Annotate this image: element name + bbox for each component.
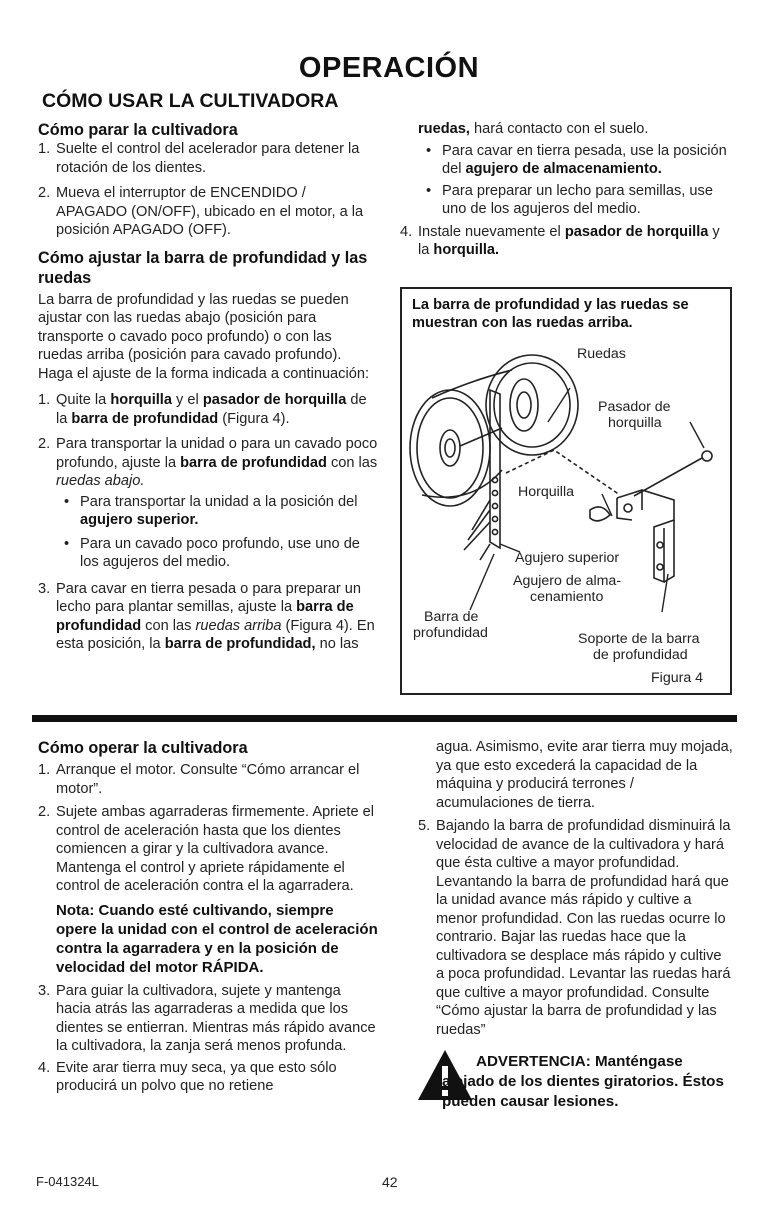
label-pasador: Pasador de	[598, 399, 671, 415]
label-soporte: Soporte de la barra	[578, 631, 700, 647]
list-item: 1. Quite la horquilla y el pasador de horquilla de la barra de profundidad (Figura 4).	[38, 392, 367, 427]
doc-code: F-041324L	[36, 1174, 99, 1189]
label-ruedas: Ruedas	[577, 346, 626, 362]
page-title: OPERACIÓN	[298, 52, 480, 84]
figure-title: La barra de profundidad y las ruedas se muestran con las ruedas arriba.	[412, 297, 689, 331]
left-column-top	[38, 120, 378, 654]
bullet-item: • Para un cavado poco profundo, use uno de los agujeros del medio.	[64, 535, 360, 570]
operate-heading: Cómo operar la cultivadora	[38, 739, 248, 757]
operate-note: Nota: Cuando esté cultivando, siempre opere la unidad con el control de aceleración contra la agarradera y en la posición de velocidad del motor RÁPIDA.	[56, 901, 378, 976]
label-agujero-almacenamiento-2: cenamiento	[530, 589, 604, 605]
figure-caption: Figura 4	[651, 670, 704, 686]
bullet-item: • Para cavar en tierra pesada, use la posición del agujero de almacenamiento.	[426, 142, 727, 177]
label-agujero-superior: Agujero superior	[515, 550, 620, 566]
label-horquilla: Horquilla	[518, 484, 574, 500]
label-barra: Barra de	[424, 609, 479, 625]
list-item: 3. Para cavar en tierra pesada o para preparar un lecho para plantar semillas, ajuste la barra de profundidad con las ruedas arriba (Figura 4). En esta posición, la barra de profundidad, no las	[38, 580, 375, 652]
label-soporte-2: de profundidad	[593, 647, 688, 663]
left-column-bottom	[38, 738, 378, 1096]
clevis-pin	[634, 458, 702, 496]
label-pasador-2: horquilla	[608, 415, 662, 431]
list-item: 4. Evite arar tierra muy seca, ya que esto sólo producirá un polvo que no retiene	[38, 1059, 337, 1094]
section-divider	[32, 715, 737, 722]
section-title: CÓMO USAR LA CULTIVADORA	[42, 90, 339, 112]
right-column-top	[400, 120, 735, 260]
right-column-bottom	[418, 738, 733, 1039]
list-item: 5. Bajando la barra de profundidad disminuirá la velocidad de avance de la cultivadora y hará que ésta cultive a mayor profundidad. Levantando la barra de profundidad hará que la unidad avance más rápido y cultive a menor profundidad. Con las ruedas ocurre lo contrario. Bajar las ruedas hace que la cultivadora se desplace más rápido y cultive a poca profundidad. Levantar las ruedas hará que cultive a mayor profundidad. Consulte “Cómo ajustar la barra de profundidad y las ruedas”	[418, 818, 731, 1038]
list-item: 4. Instale nuevamente el pasador de horquilla y la horquilla.	[400, 223, 720, 258]
stop-heading: Cómo parar la cultivadora	[38, 121, 238, 139]
list-item: 2. Mueva el interruptor de ENCENDIDO / APAGADO (ON/OFF), ubicado en el motor, a la posición APAGADO (OFF).	[38, 185, 364, 238]
hairpin	[590, 507, 610, 521]
adjust-intro: La barra de profundidad y las ruedas se pueden ajustar con las ruedas abajo (posición para transporte o cavado poco profundo) o con las ruedas arriba (posición para cavado profundo). Haga el ajuste de la forma indicada a continuación:	[38, 291, 370, 382]
label-barra-2: profundidad	[413, 625, 488, 641]
list-item: 2. Para transportar la unidad o para un cavado poco profundo, ajuste la barra de profundidad con las ruedas abajo.	[38, 436, 378, 489]
list-item: 2. Sujete ambas agarraderas firmemente. Apriete el control de aceleración hasta que los dientes comiencen a girar y la cultivadora avance. Mantenga el control y apriete rápidamente el control de aceleración contra el la agarradera.	[38, 804, 374, 894]
continued-text: ruedas, hará contacto con el suelo.	[418, 121, 649, 137]
depth-bar-bracket	[617, 490, 674, 582]
list-item: 3. Para guiar la cultivadora, sujete y mantenga hacia atrás las agarraderas a medida que los dientes se entierran. Mientras más rápido avance la cultivadora, la zanja será menos profunda.	[38, 982, 376, 1054]
continued-text: agua. Asimismo, evite arar tierra muy mojada, ya que esto excederá la capacidad de la máquina y producirá terrones / acumulaciones de tierra.	[436, 739, 733, 811]
list-item: 1. Suelte el control del acelerador para detener la rotación de los dientes.	[38, 141, 360, 176]
bullet-item: • Para preparar un lecho para semillas, use uno de los agujeros del medio.	[426, 182, 713, 217]
adjust-heading: Cómo ajustar la barra de profundidad y las ruedas	[38, 248, 368, 287]
list-item: 1. Arranque el motor. Consulte “Cómo arrancar el motor”.	[38, 762, 360, 797]
bullet-item: • Para transportar la unidad a la posición del agujero superior.	[64, 493, 358, 528]
warning-text: ADVERTENCIA: Manténgase alejado de los dientes giratorios. Éstos pueden causar lesiones.	[442, 1053, 724, 1110]
page-number: 42	[382, 1174, 398, 1190]
label-agujero-almacenamiento: Agujero de alma-	[513, 573, 622, 589]
